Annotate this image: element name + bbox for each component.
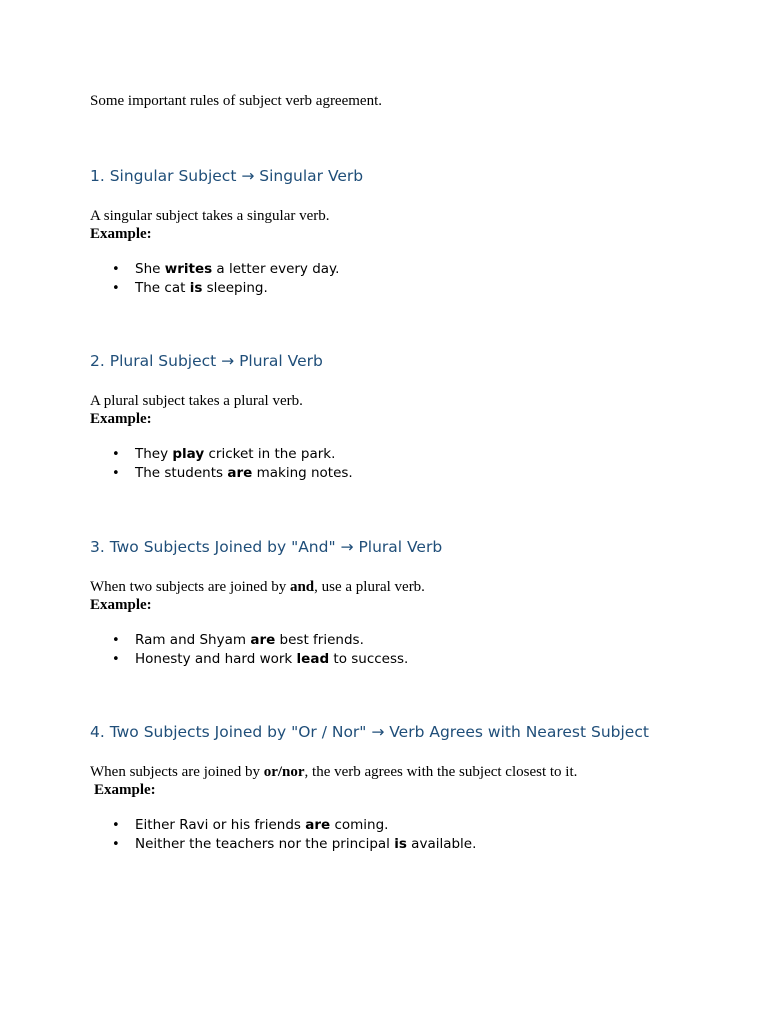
example-list (90, 445, 750, 483)
rule-text-part: , use a plural verb. (314, 579, 425, 595)
item-verb: lead (296, 651, 330, 667)
item-verb: is (394, 836, 407, 852)
item-verb: play (172, 446, 205, 462)
bullet-icon: • (112, 466, 120, 481)
example-label: Example: (90, 597, 152, 613)
example-label: Example: (90, 226, 152, 242)
item-text-part: The students (135, 465, 228, 481)
example-list (90, 260, 750, 298)
section-heading: 4. Two Subjects Joined by "Or / Nor" → Verb Agrees with Nearest Subject (90, 723, 649, 741)
example-label: Example: (90, 411, 152, 427)
item-text-part: available. (406, 836, 477, 852)
bullet-icon: • (112, 818, 120, 833)
rule-section-2 (90, 350, 750, 483)
list-item (90, 650, 750, 669)
rule-keyword: or/nor (263, 764, 305, 780)
item-verb: are (250, 632, 276, 648)
rule-text-part: , the verb agrees with the subject closest to it. (304, 764, 578, 780)
section-heading: 2. Plural Subject → Plural Verb (90, 352, 323, 370)
rule-text (90, 763, 750, 781)
rule-text (90, 207, 750, 225)
rule-text-part: A plural subject takes a plural verb. (90, 393, 303, 409)
section-heading: 3. Two Subjects Joined by "And" → Plural Verb (90, 538, 443, 556)
item-text-part: cricket in the park. (204, 446, 336, 462)
rule-section-1 (90, 165, 750, 298)
list-item (90, 464, 750, 483)
example-label: Example: (94, 782, 156, 798)
intro-text: Some important rules of subject verb agreement. (90, 93, 382, 109)
bullet-icon: • (112, 262, 120, 277)
item-text-part: Either Ravi or his friends (135, 817, 306, 833)
bullet-icon: • (112, 447, 120, 462)
list-item (90, 260, 750, 279)
item-text-part: coming. (330, 817, 389, 833)
item-text-part: best friends. (275, 632, 364, 648)
rule-section-3 (90, 536, 750, 669)
item-text-part: They (135, 446, 173, 462)
list-item (90, 631, 750, 650)
bullet-icon: • (112, 837, 120, 852)
item-verb: are (305, 817, 331, 833)
list-item (90, 816, 750, 835)
item-text-part: Honesty and hard work (135, 651, 297, 667)
item-text-part: The cat (135, 280, 190, 296)
list-item (90, 445, 750, 464)
item-verb: is (189, 280, 203, 296)
rule-text (90, 392, 750, 410)
item-text-part: to success. (329, 651, 409, 667)
rule-text-part: A singular subject takes a singular verb. (90, 208, 330, 224)
list-item (90, 835, 750, 854)
rule-text-part: When two subjects are joined by (90, 579, 290, 595)
item-text-part: She (135, 261, 165, 277)
list-item (90, 279, 750, 298)
example-list (90, 631, 750, 669)
bullet-icon: • (112, 652, 120, 667)
rule-keyword: and (289, 579, 315, 595)
item-text-part: a letter every day. (212, 261, 340, 277)
item-text-part: Neither the teachers nor the principal (135, 836, 395, 852)
item-text-part: Ram and Shyam (135, 632, 251, 648)
item-text-part: making notes. (252, 465, 353, 481)
section-heading: 1. Singular Subject → Singular Verb (90, 167, 364, 185)
rule-text (90, 578, 750, 596)
item-verb: writes (164, 261, 213, 277)
bullet-icon: • (112, 633, 120, 648)
example-list (90, 816, 750, 854)
bullet-icon: • (112, 281, 120, 296)
rule-text-part: When subjects are joined by (90, 764, 264, 780)
rule-section-4 (90, 721, 750, 854)
item-verb: are (227, 465, 253, 481)
item-text-part: sleeping. (202, 280, 268, 296)
